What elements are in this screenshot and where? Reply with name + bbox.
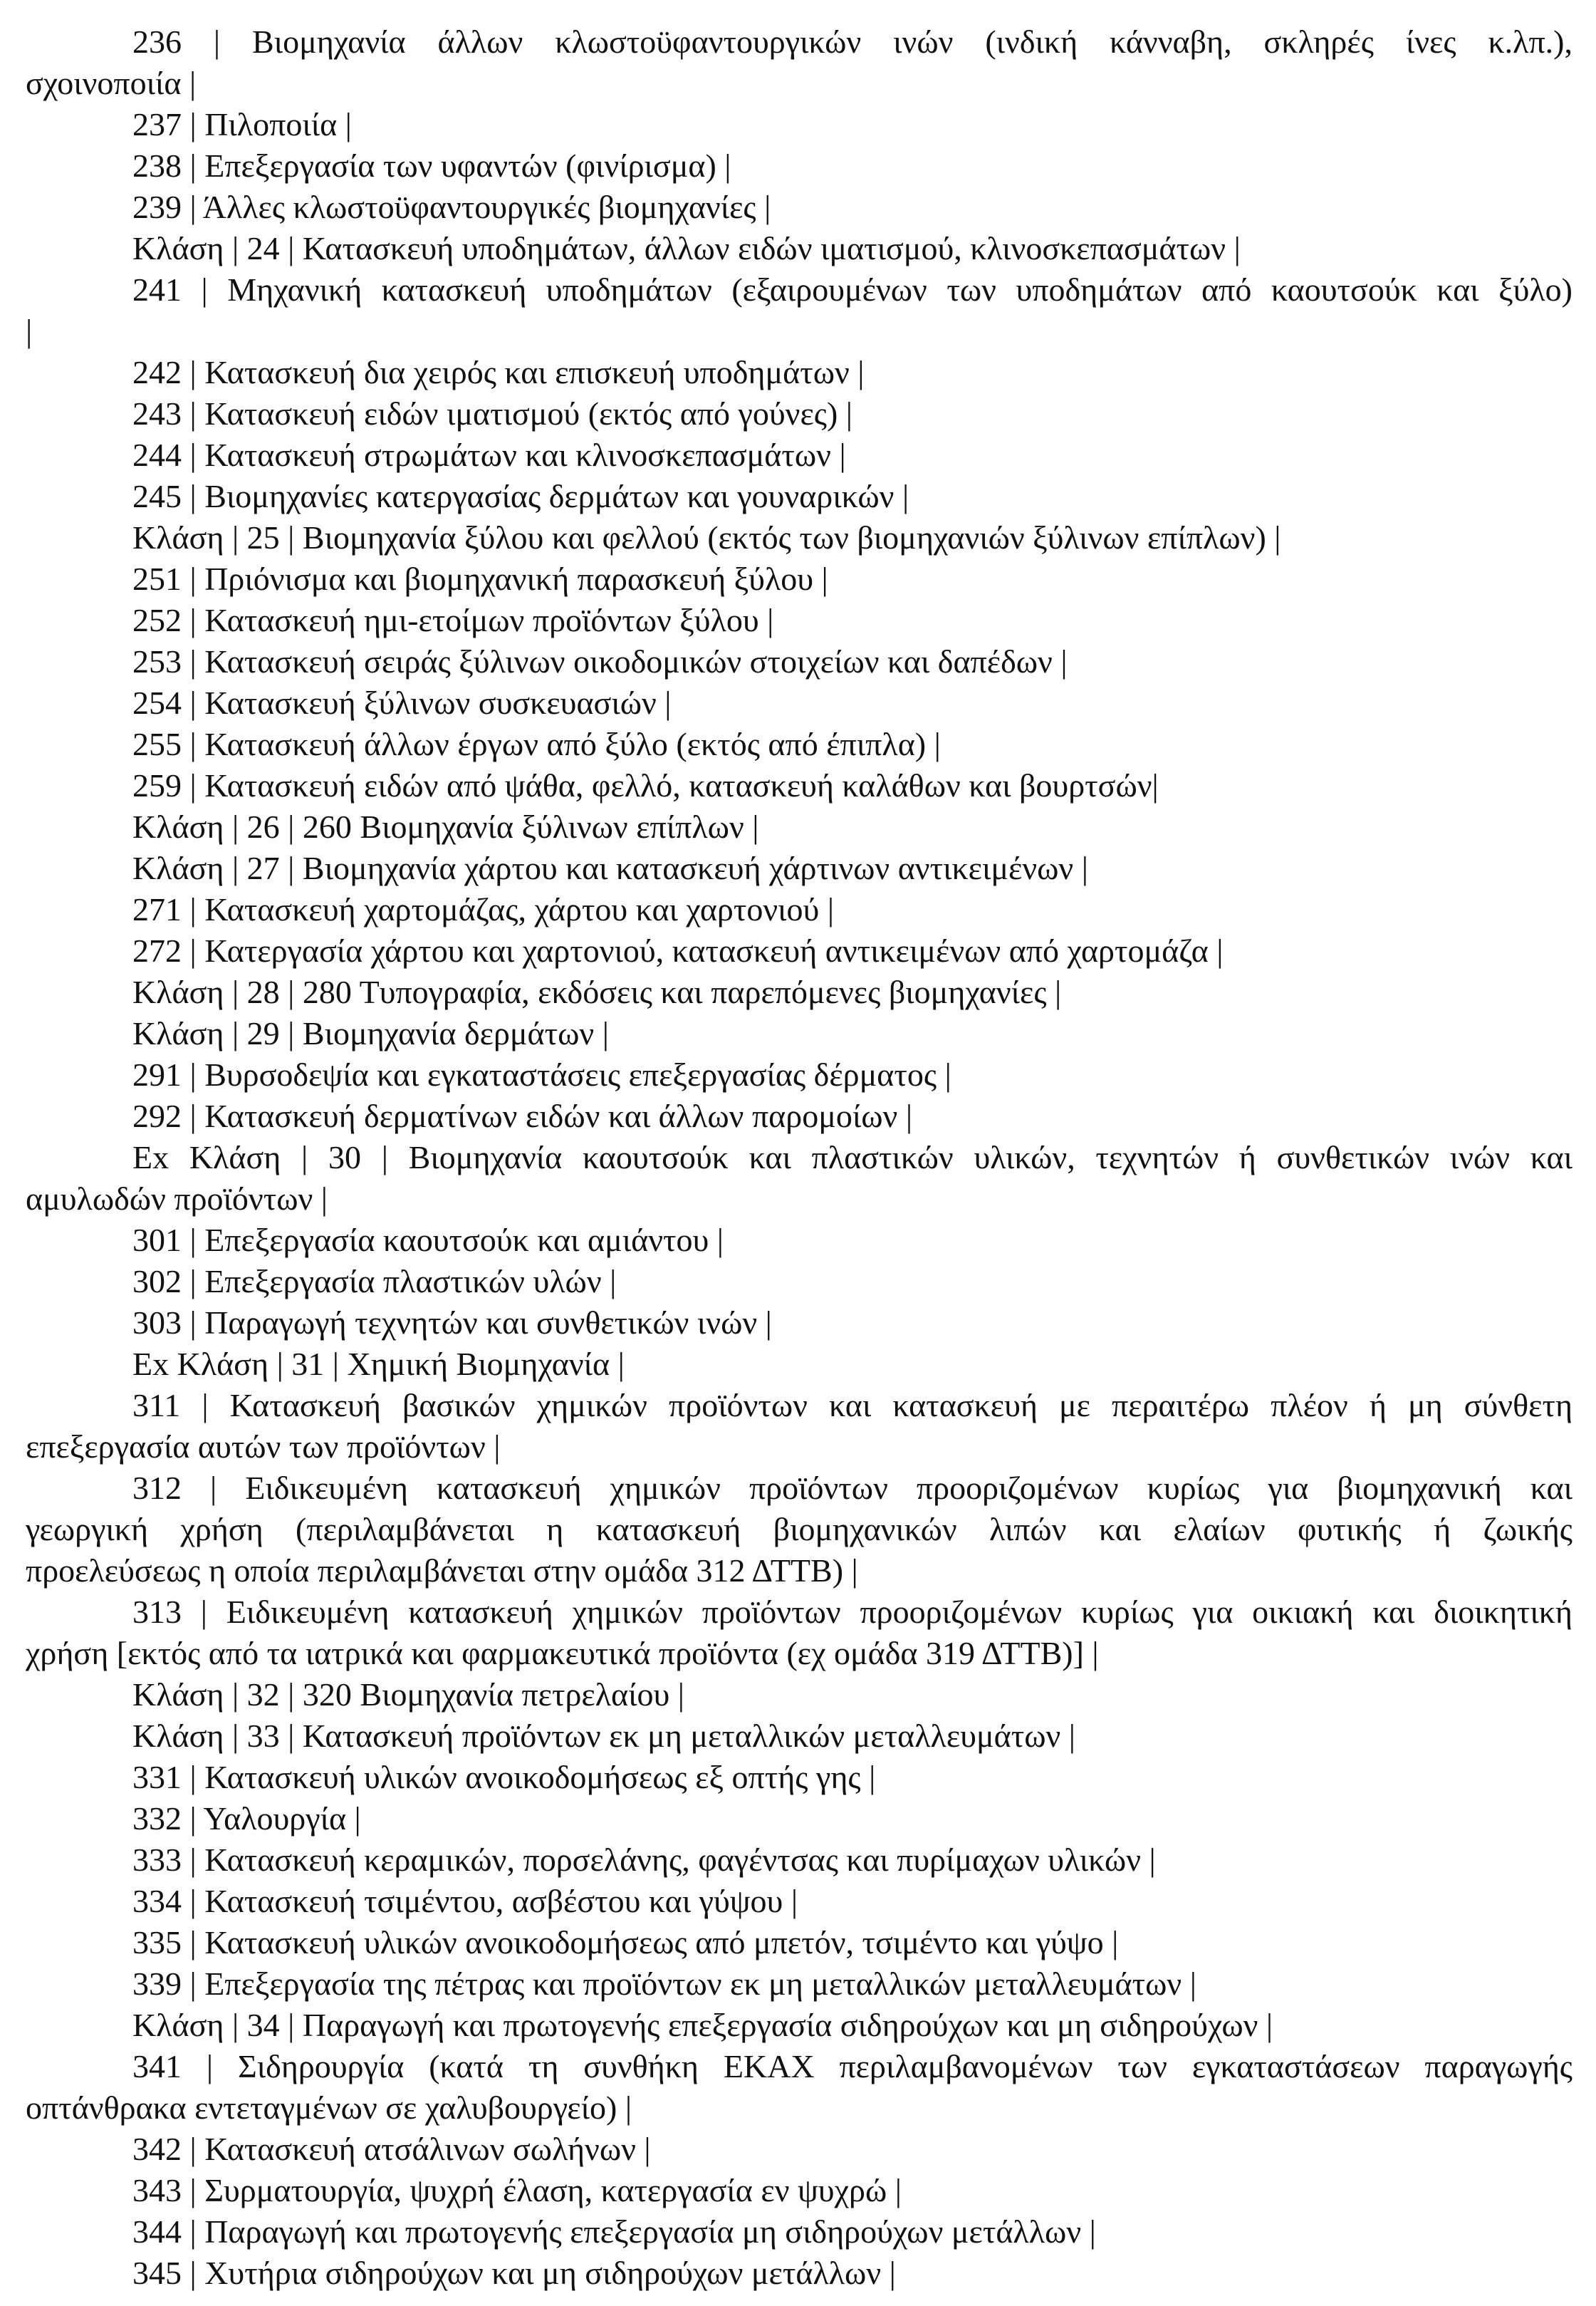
classification-entry — [26, 1013, 1572, 1054]
entry-line: Κλάση | 33 | Κατασκευή προϊόντων εκ μη μεταλλικών μεταλλευμάτων | — [132, 1718, 1075, 1754]
entry-line: 343 | Συρματουργία, ψυχρή έλαση, κατεργασία εν ψυχρώ | — [132, 2172, 902, 2208]
entry-continuation-line: σχοινοποιία | — [26, 65, 197, 101]
classification-entry — [26, 1922, 1572, 1963]
classification-entry — [26, 600, 1572, 641]
classification-entry — [26, 641, 1572, 682]
classification-entry — [26, 187, 1572, 228]
entry-line: Κλάση | 27 | Βιομηχανία χάρτου και κατασκευή χάρτινων αντικειμένων | — [132, 850, 1088, 886]
classification-entry — [26, 1591, 1572, 1674]
entry-line: 272 | Κατεργασία χάρτου και χαρτονιού, κατασκευή αντικειμένων από χαρτομάζα | — [132, 933, 1224, 969]
entry-line: 312 | Ειδικευμένη κατασκευή χημικών προϊόντων προοριζομένων κυρίως για βιομηχανική και — [132, 1470, 1572, 1506]
entry-continuation-line: επεξεργασία αυτών των προϊόντων | — [26, 1428, 501, 1465]
classification-entry — [26, 559, 1572, 600]
entry-line: 241 | Μηχανική κατασκευή υποδημάτων (εξαιρουμένων των υποδημάτων από καουτσούκ και ξύλο) — [132, 271, 1572, 308]
classification-entry — [26, 1220, 1572, 1261]
entry-line: Κλάση | 34 | Παραγωγή και πρωτογενής επεξεργασία σιδηρούχων και μη σιδηρούχων | — [132, 2007, 1273, 2043]
entry-line: 238 | Επεξεργασία των υφαντών (φινίρισμα) | — [132, 147, 731, 184]
entry-line: 271 | Κατασκευή χαρτομάζας, χάρτου και χαρτονιού | — [132, 891, 835, 928]
classification-entry — [26, 972, 1572, 1013]
entry-line: 252 | Κατασκευή ημι-ετοίμων προϊόντων ξύλου | — [132, 602, 774, 638]
entry-line: 341 | Σιδηρουργία (κατά τη συνθήκη ΕΚΑΧ περιλαμβανομένων των εγκαταστάσεων παραγωγής — [132, 2048, 1572, 2084]
classification-entry — [26, 2005, 1572, 2046]
classification-entry — [26, 2211, 1572, 2253]
classification-entry — [26, 1963, 1572, 2005]
classification-entry — [26, 228, 1572, 269]
entry-line: 259 | Κατασκευή ειδών από ψάθα, φελλό, κατασκευή καλάθων και βουρτσών| — [132, 767, 1159, 804]
classification-entry — [26, 2170, 1572, 2211]
entry-line: 301 | Επεξεργασία καουτσούκ και αμιάντου | — [132, 1222, 724, 1258]
entry-line: Κλάση | 32 | 320 Βιομηχανία πετρελαίου | — [132, 1676, 685, 1713]
entry-line: 254 | Κατασκευή ξύλινων συσκευασιών | — [132, 685, 672, 721]
classification-entry — [26, 930, 1572, 972]
classification-entry — [26, 848, 1572, 889]
classification-entry — [26, 1096, 1572, 1137]
entry-line: Κλάση | 28 | 280 Τυπογραφία, εκδόσεις και παρεπόμενες βιομηχανίες | — [132, 974, 1062, 1010]
entry-continuation-line: αμυλωδών προϊόντων | — [26, 1180, 328, 1217]
classification-entry — [26, 1468, 1572, 1591]
classification-entry — [26, 2046, 1572, 2129]
entry-line: 345 | Χυτήρια σιδηρούχων και μη σιδηρούχων μετάλλων | — [132, 2255, 896, 2291]
classification-entry — [26, 517, 1572, 559]
classification-entry — [26, 1839, 1572, 1881]
entry-line: 291 | Βυρσοδεψία και εγκαταστάσεις επεξεργασίας δέρματος | — [132, 1056, 951, 1093]
entry-line: Κλάση | 25 | Βιομηχανία ξύλου και φελλού (εκτός των βιομηχανιών ξύλινων επίπλων) | — [132, 519, 1281, 556]
entry-line: 313 | Ειδικευμένη κατασκευή χημικών προϊόντων προοριζομένων κυρίως για οικιακή και διοικητική — [132, 1594, 1572, 1630]
classification-entry — [26, 1757, 1572, 1798]
entry-line: 331 | Κατασκευή υλικών ανοικοδομήσεως εξ οπτής γης | — [132, 1759, 876, 1795]
classification-entry — [26, 104, 1572, 145]
classification-entry — [26, 145, 1572, 187]
classification-entry — [26, 1715, 1572, 1757]
entry-line: Κλάση | 26 | 260 Βιομηχανία ξύλινων επίπλων | — [132, 809, 759, 845]
entry-line: 244 | Κατασκευή στρωμάτων και κλινοσκεπασμάτων | — [132, 437, 846, 473]
entry-line: 302 | Επεξεργασία πλαστικών υλών | — [132, 1263, 617, 1299]
classification-entry — [26, 1344, 1572, 1385]
entry-line: 236 | Βιομηχανία άλλων κλωστοϋφαντουργικών ινών (ινδική κάνναβη, σκληρές ίνες κ.λπ.), — [132, 24, 1572, 60]
classification-entry — [26, 1385, 1572, 1468]
classification-entry — [26, 269, 1572, 352]
entry-line: 243 | Κατασκευή ειδών ιματισμού (εκτός από γούνες) | — [132, 395, 853, 432]
classification-entry — [26, 2129, 1572, 2170]
classification-entry — [26, 1261, 1572, 1302]
classification-entry — [26, 2253, 1572, 2294]
entry-line: 239 | Άλλες κλωστοϋφαντουργικές βιομηχανίες | — [132, 189, 771, 225]
entry-continuation-line: γεωργική χρήση (περιλαμβάνεται η κατασκευή βιομηχανικών λιπών και ελαίων φυτικής ή ζωικής — [26, 1511, 1572, 1547]
classification-entry — [26, 765, 1572, 806]
entry-continuation-line: χρήση [εκτός από τα ιατρικά και φαρμακευτικά προϊόντα (εχ ομάδα 319 ΔΤΤΒ)] | — [26, 1635, 1099, 1671]
classification-entry — [26, 352, 1572, 393]
entry-line: 339 | Επεξεργασία της πέτρας και προϊόντων εκ μη μεταλλικών μεταλλευμάτων | — [132, 1965, 1196, 2002]
entry-line: 255 | Κατασκευή άλλων έργων από ξύλο (εκτός από έπιπλα) | — [132, 726, 941, 762]
entry-line: 237 | Πιλοποιία | — [132, 106, 352, 142]
classification-entry — [26, 1798, 1572, 1839]
entry-line: 245 | Βιομηχανίες κατεργασίας δερμάτων και γουναρικών | — [132, 478, 909, 514]
entry-continuation-line: οπτάνθρακα εντεταγμένων σε χαλυβουργείο) | — [26, 2089, 632, 2126]
classification-entry — [26, 1674, 1572, 1715]
entry-line: Ex Κλάση | 30 | Βιομηχανία καουτσούκ και πλαστικών υλικών, τεχνητών ή συνθετικών ινών και — [132, 1139, 1572, 1175]
document-page — [26, 21, 1572, 2294]
entry-line: Ex Κλάση | 31 | Χημική Βιομηχανία | — [132, 1346, 625, 1382]
entry-line: 342 | Κατασκευή ατσάλινων σωλήνων | — [132, 2131, 651, 2167]
entry-line: 334 | Κατασκευή τσιμέντου, ασβέστου και γύψου | — [132, 1883, 798, 1919]
classification-entry — [26, 476, 1572, 517]
classification-entry — [26, 1137, 1572, 1220]
classification-entry — [26, 1881, 1572, 1922]
classification-entry — [26, 724, 1572, 765]
classification-entry — [26, 682, 1572, 724]
classification-entry — [26, 889, 1572, 930]
entry-line: 303 | Παραγωγή τεχνητών και συνθετικών ινών | — [132, 1304, 772, 1341]
entry-line: Κλάση | 24 | Κατασκευή υποδημάτων, άλλων ειδών ιματισμού, κλινοσκεπασμάτων | — [132, 230, 1241, 266]
entry-continuation-line: | — [26, 313, 33, 349]
entry-line: 253 | Κατασκευή σειράς ξύλινων οικοδομικών στοιχείων και δαπέδων | — [132, 643, 1068, 680]
entry-line: 332 | Υαλουργία | — [132, 1800, 361, 1837]
classification-entry — [26, 435, 1572, 476]
entry-line: 335 | Κατασκευή υλικών ανοικοδομήσεως από μπετόν, τσιμέντο και γύψο | — [132, 1924, 1119, 1960]
entry-line: 311 | Κατασκευή βασικών χημικών προϊόντων και κατασκευή με περαιτέρω πλέον ή μη σύνθετη — [132, 1387, 1572, 1423]
entry-line: 251 | Πριόνισμα και βιομηχανική παρασκευή ξύλου | — [132, 561, 828, 597]
classification-entry — [26, 1302, 1572, 1344]
classification-entry — [26, 806, 1572, 848]
entry-line: Κλάση | 29 | Βιομηχανία δερμάτων | — [132, 1015, 609, 1051]
entry-line: 344 | Παραγωγή και πρωτογενής επεξεργασία μη σιδηρούχων μετάλλων | — [132, 2213, 1096, 2250]
classification-entry — [26, 21, 1572, 104]
classification-entry — [26, 393, 1572, 435]
entry-line: 333 | Κατασκευή κεραμικών, πορσελάνης, φαγέντσας και πυρίμαχων υλικών | — [132, 1842, 1156, 1878]
entry-continuation-line: προελεύσεως η οποία περιλαμβάνεται στην ομάδα 312 ΔΤΤΒ) | — [26, 1552, 858, 1589]
entry-line: 242 | Κατασκευή δια χειρός και επισκευή υποδημάτων | — [132, 354, 865, 390]
classification-entry — [26, 1054, 1572, 1096]
entry-line: 292 | Κατασκευή δερματίνων ειδών και άλλων παρομοίων | — [132, 1098, 913, 1134]
